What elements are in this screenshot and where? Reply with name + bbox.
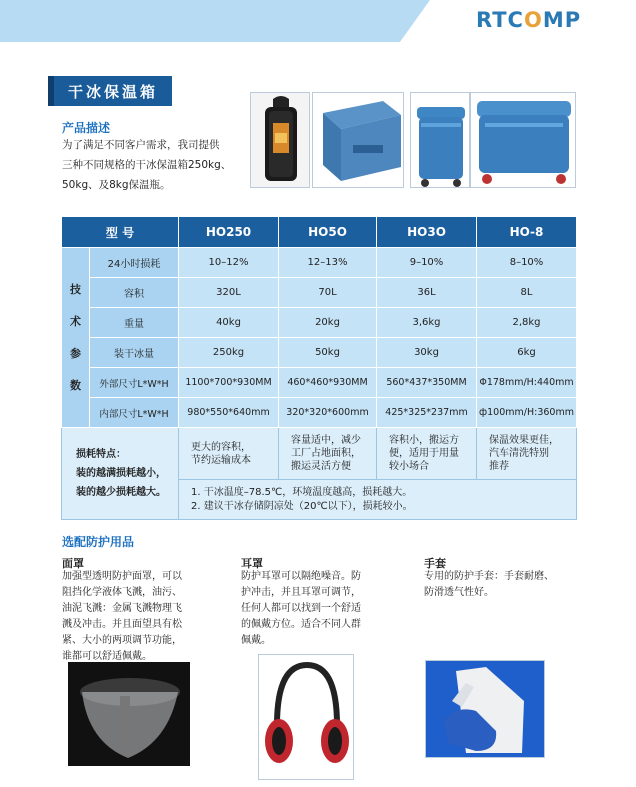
feature-ho250	[179, 428, 279, 480]
accessory-line: 加强型透明防护面罩，可以	[62, 571, 182, 582]
accessory-line: 阻挡化学液体飞溅，油污、	[62, 587, 182, 598]
description-line: 为了满足不同客户需求，我司提供	[62, 139, 220, 151]
row-label: 外部尺寸L*W*H	[90, 368, 179, 398]
table-row	[62, 338, 577, 368]
feature-ho8	[477, 428, 577, 480]
feature-line: 工厂占地面积，	[291, 448, 361, 459]
tip-line: 2. 建议干冰存储阴凉处（20℃以下），损耗较小。	[191, 500, 413, 512]
page-title: 干冰保温箱	[48, 76, 172, 106]
feature-line: 较小场合	[389, 461, 429, 472]
row-label: 容积	[90, 278, 179, 308]
table-cell: 9–10%	[377, 248, 477, 278]
table-cell: 3,6kg	[377, 308, 477, 338]
spec-table	[61, 216, 577, 520]
table-row	[62, 308, 577, 338]
table-header-row	[62, 217, 577, 248]
description-text	[62, 135, 252, 195]
accessory-line: 紧、大小的两项调节功能，	[62, 635, 182, 646]
accessory-line: 任何人都可以找到一个舒适	[241, 603, 361, 614]
accessory-gloves-text	[424, 569, 604, 601]
table-cell: 425*325*237mm	[377, 398, 477, 428]
photo-ho50-box	[410, 92, 470, 188]
table-cell: 2,8kg	[477, 308, 577, 338]
accessory-line: 防护耳罩可以隔绝噪音。防	[241, 571, 361, 582]
feature-line: 更大的容积，	[191, 441, 251, 453]
row-label: 内部尺寸L*W*H	[90, 398, 179, 428]
row-label: 24小时损耗	[90, 248, 179, 278]
accessory-line: 护冲击，并且耳罩可调节，	[241, 587, 361, 598]
description-line: 50kg、及8kg保温瓶。	[62, 179, 171, 191]
group-label-char: 数	[70, 378, 81, 392]
accessory-line: 溅及冲击。并且面望具有松	[62, 619, 182, 630]
accessory-line: 防滑透气性好。	[424, 587, 494, 598]
table-cell: 6kg	[477, 338, 577, 368]
table-cell: 8–10%	[477, 248, 577, 278]
loss-line: 损耗特点：	[76, 449, 126, 460]
table-cell: 320*320*600mm	[279, 398, 377, 428]
table-cell: 320L	[179, 278, 279, 308]
accessory-gloves-title: 手套	[424, 557, 446, 570]
table-row	[62, 398, 577, 428]
table-cell: 250kg	[179, 338, 279, 368]
loss-line: 装的越少损耗越大。	[76, 487, 166, 498]
feature-line: 搬运灵活方便	[291, 461, 351, 472]
accessories-heading: 选配防护用品	[62, 535, 135, 549]
feature-line: 容量适中，减少	[291, 435, 361, 446]
feature-line: 便，适用于用量	[389, 448, 459, 459]
group-label-char: 参	[70, 346, 81, 360]
table-row	[62, 368, 577, 398]
loss-characteristics	[62, 428, 179, 520]
feature-ho50	[279, 428, 377, 480]
table-cell: 20kg	[279, 308, 377, 338]
table-cell: 980*550*640mm	[179, 398, 279, 428]
table-cell: 70L	[279, 278, 377, 308]
photo-face-shield	[68, 662, 190, 766]
accessory-line: 油泥飞溅：金属飞溅物理飞	[62, 603, 182, 614]
row-label: 装干冰量	[90, 338, 179, 368]
photo-earmuffs	[258, 654, 354, 780]
table-row	[62, 278, 577, 308]
accessory-line: 谁都可以舒适佩戴。	[62, 651, 152, 662]
tech-params-label	[62, 248, 90, 428]
photo-ho30-box	[312, 92, 404, 188]
accessory-face-shield-text	[62, 569, 232, 665]
features-row	[62, 428, 577, 480]
table-cell: 560*437*350MM	[377, 368, 477, 398]
feature-line: 汽车清洗特别	[489, 448, 549, 459]
tips-cell	[179, 480, 577, 520]
header-ho30: HO3O	[377, 217, 477, 248]
brand-logo: RTCOMP	[476, 8, 582, 32]
accessory-face-shield-title: 面罩	[62, 557, 84, 570]
table-cell: 8L	[477, 278, 577, 308]
row-label: 重量	[90, 308, 179, 338]
header-ho50: HO5O	[279, 217, 377, 248]
header-model: 型 号	[62, 217, 179, 248]
header-ho250: HO250	[179, 217, 279, 248]
table-cell: 40kg	[179, 308, 279, 338]
table-cell: 12–13%	[279, 248, 377, 278]
header-ho8: HO-8	[477, 217, 577, 248]
table-cell: 10–12%	[179, 248, 279, 278]
group-label-char: 术	[70, 314, 81, 328]
table-cell: 1100*700*930MM	[179, 368, 279, 398]
table-cell: 36L	[377, 278, 477, 308]
description-heading: 产品描述	[62, 121, 111, 135]
loss-line: 装的越满损耗越小，	[76, 468, 166, 479]
accessory-earmuff-title: 耳罩	[241, 557, 263, 570]
photo-ho8-flask	[250, 92, 310, 188]
accessory-line: 佩戴。	[241, 635, 271, 646]
accessory-earmuff-text	[241, 569, 411, 649]
tip-line: 1. 干冰温度–78.5℃，环境温度越高，损耗越大。	[191, 486, 413, 498]
feature-line: 推荐	[489, 461, 509, 472]
accessory-line: 的佩戴方位。适合不同人群	[241, 619, 361, 630]
feature-line: 容积小，搬运方	[389, 435, 459, 446]
table-cell: Φ178mm/H:440mm	[477, 368, 577, 398]
table-cell: ф100mm/H:360mm	[477, 398, 577, 428]
table-cell: 460*460*930MM	[279, 368, 377, 398]
feature-line: 节约运输成本	[191, 454, 251, 466]
accessory-line: 专用的防护手套：手套耐磨、	[424, 571, 554, 582]
photo-gloves	[425, 660, 545, 758]
table-cell: 30kg	[377, 338, 477, 368]
group-label-char: 技	[70, 282, 81, 296]
feature-ho30	[377, 428, 477, 480]
photo-ho250-box	[470, 92, 576, 188]
table-row	[62, 248, 577, 278]
description-line: 三种不同规格的干冰保温箱250kg、	[62, 159, 232, 171]
page-header	[0, 0, 636, 42]
table-cell: 50kg	[279, 338, 377, 368]
feature-line: 保温效果更佳，	[489, 435, 559, 446]
